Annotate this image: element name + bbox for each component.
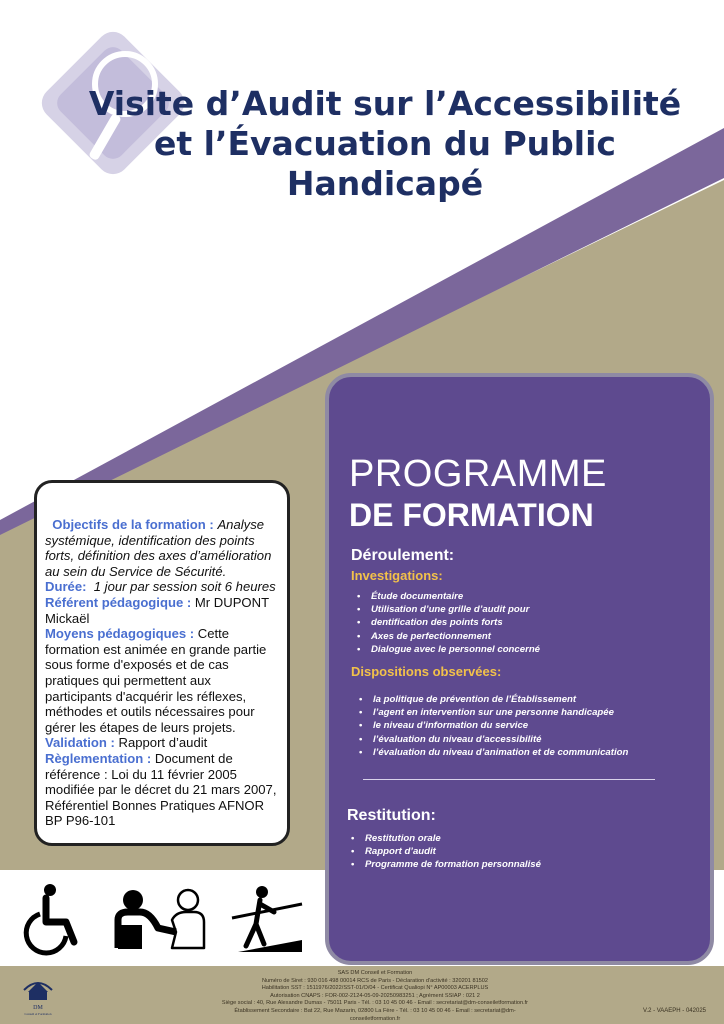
- footer: [0, 966, 724, 1024]
- moyens-label: Moyens pédagogiques :: [45, 626, 195, 642]
- moyens-text: Cette formation est animée en grande partie sous forme d'exposés et de cas pratiques qui permettent aux participants d'acquérir les réflexes, méthodes et outils nécessaires pour gérer les étapes de leurs projets.: [45, 626, 267, 735]
- reglementation-label: Règlementation :: [45, 750, 152, 766]
- referent-paragraph: [45, 595, 281, 626]
- list-item: • Axes de perfectionnement: [357, 630, 540, 643]
- title-line-3: Handicapé: [286, 164, 484, 203]
- assistance-handshake-icon: [118, 890, 204, 949]
- info-box: [34, 480, 290, 846]
- formation-heading: DE FORMATION: [349, 497, 594, 533]
- version-label: V.2 - VAAEPH - 042025: [642, 1008, 706, 1014]
- footer-line: Autorisation CNAPS : FOR-002-2124-05-09-20250983251 ; Agrément SSIAP : 021 2: [270, 992, 480, 999]
- referent-text: Mr DUPONT Mickaël: [45, 594, 269, 626]
- objectifs-paragraph: [45, 517, 281, 579]
- validation-text: Rapport d’audit: [118, 735, 208, 751]
- referent-label: Référent pédagogique :: [45, 594, 192, 610]
- footer-line: Siège social : 40, Rue Alexandre Dumas - 75011 Paris - Tél. : 03 10 45 00 46 - Email : secretariat@dm-conseiletformation.fr: [221, 1000, 529, 1007]
- page-title: [40, 84, 724, 204]
- list-item: • Utilisation d’une grille d’audit pour: [357, 603, 540, 616]
- list-item: • l’évaluation du niveau d’animation et de communication: [359, 746, 628, 759]
- accessibility-icons: [0, 870, 330, 966]
- deroulement-heading: Déroulement:: [351, 547, 455, 564]
- restitution-heading: Restitution:: [347, 807, 436, 824]
- footer-line: Numéro de Siret : 930 016 498 00014 RCS de Paris - Déclaration d’activité : 320201 81502: [261, 977, 489, 984]
- dispositions-list: [359, 693, 628, 759]
- title-line-1: Visite d’Audit sur l’Accessibilité: [88, 84, 682, 123]
- list-item: • Programme de formation personnalisé: [351, 858, 541, 871]
- dispositions-heading: Dispositions observées:: [351, 664, 502, 679]
- ramp-handrail-icon: [232, 886, 302, 952]
- programme-panel: [325, 373, 714, 965]
- duree-text: 1 jour par session soit 6 heures: [93, 579, 276, 595]
- wheelchair-icon: [26, 884, 74, 953]
- logo-caption: Conseil et Formation: [24, 1012, 52, 1016]
- validation-paragraph: [45, 735, 281, 751]
- list-item: • Restitution orale: [351, 832, 541, 845]
- footer-line: SAS DM Conseil et Formation: [337, 970, 413, 976]
- list-item: • la politique de prévention de l’Établissement: [359, 693, 628, 706]
- programme-heading: PROGRAMME: [349, 453, 607, 495]
- objectifs-text: Analyse systémique, identification des points forts, définition des axes d’amélioration au sein du Service de Sécurité.: [45, 517, 272, 579]
- duree-paragraph: [45, 579, 281, 595]
- list-item: • dentification des points forts: [357, 616, 540, 629]
- objectifs-label: Objectifs de la formation :: [52, 517, 214, 532]
- validation-label: Validation :: [45, 735, 115, 751]
- footer-line: Habilitation SST : 1511976/2022/SST-01/O/04 - Certificat Qualiopi N° AP00003 ACERPLUS: [261, 985, 489, 992]
- list-item: • l’agent en intervention sur une personne handicapée: [359, 706, 628, 719]
- list-item: • le niveau d’information du service: [359, 719, 628, 732]
- title-line-2: et l’Évacuation du Public: [154, 124, 616, 163]
- footer-line: Établissement Secondaire : Bat 22, Rue Mazarin, 02800 La Fère - Tél. : 03 10 45 00 46 - Email : secretariat@dm-conseiletformation.fr: [234, 1007, 516, 1022]
- investigations-list: [357, 590, 540, 656]
- reglementation-text: Document de référence : Loi du 11 février 2005 modifiée par le décret du 21 mars 2007, Référentiel Bonnes Pratiques AFNOR BP P96-101: [45, 750, 277, 829]
- list-item: • Étude documentaire: [357, 590, 540, 603]
- footer-info: [210, 970, 540, 1023]
- list-item: • l’évaluation du niveau d’accessibilité: [359, 733, 628, 746]
- duree-label: Durée:: [45, 579, 87, 595]
- company-logo-icon: [20, 970, 56, 1018]
- restitution-list: [351, 832, 541, 872]
- logo-text: DM: [33, 1005, 43, 1011]
- reglementation-paragraph: [45, 751, 281, 829]
- investigations-heading: Investigations:: [351, 568, 443, 583]
- list-item: • Dialogue avec le personnel concerné: [357, 643, 540, 656]
- moyens-paragraph: [45, 626, 281, 735]
- list-item: • Rapport d’audit: [351, 845, 541, 858]
- divider: [363, 779, 655, 780]
